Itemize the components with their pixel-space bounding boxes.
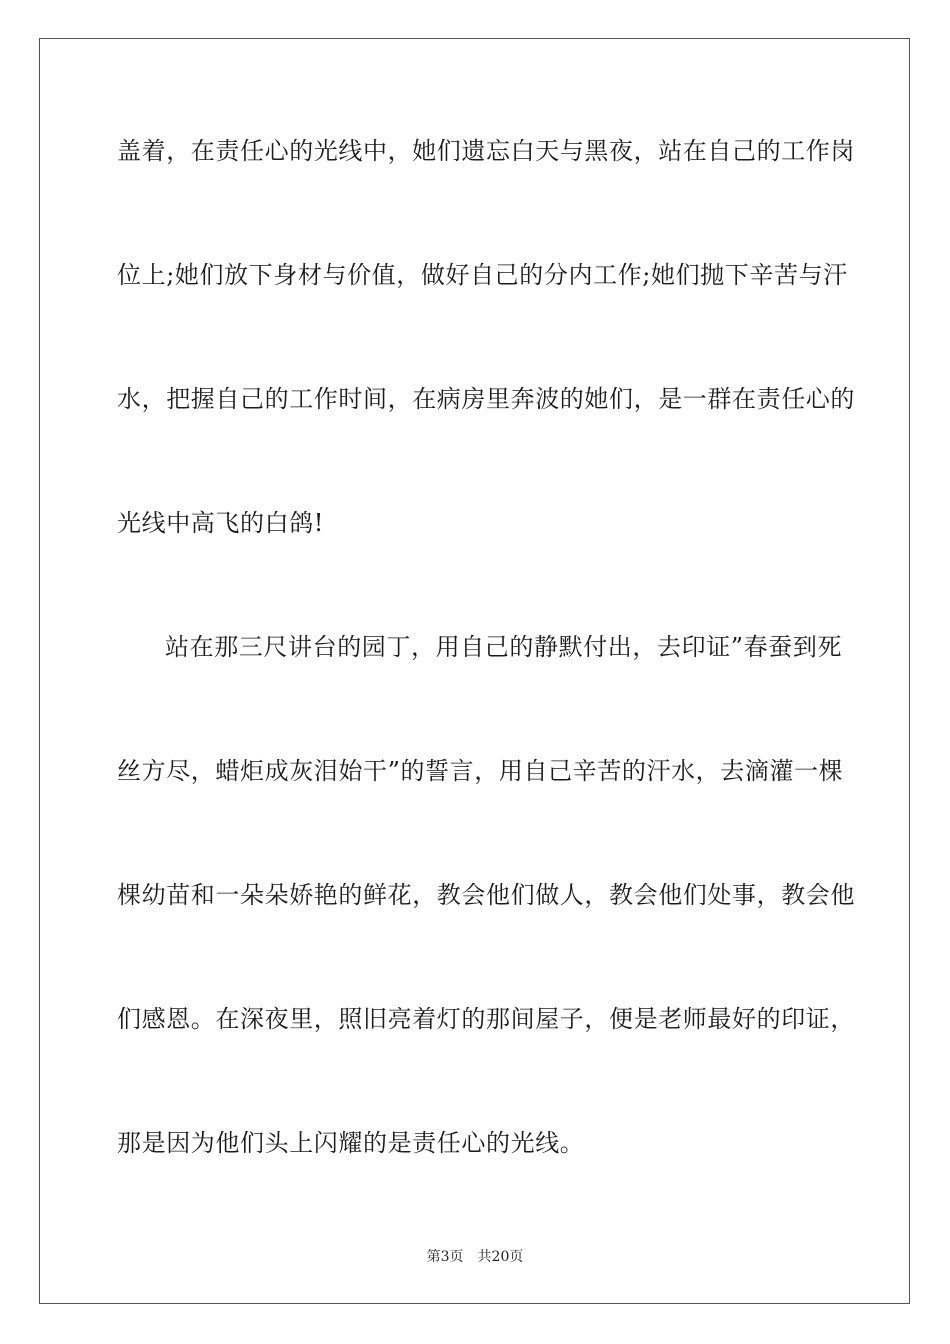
text-line-4: 光线中高飞的白鸽! — [117, 509, 325, 537]
text-line-1: 盖着，在责任心的光线中，她们遗忘白天与黑夜，站在自己的工作岗 — [117, 137, 855, 165]
text-line-5-paragraph-start: 站在那三尺讲台的园丁，用自己的静默付出，去印证”春蚕到死 — [165, 633, 843, 661]
page-number: 第3页 — [426, 1249, 464, 1265]
page-border — [39, 38, 910, 1304]
text-line-8: 们感恩。在深夜里，照旧亮着灯的那间屋子，便是老师最好的印证， — [117, 1005, 855, 1033]
text-line-3: 水，把握自己的工作时间，在病房里奔波的她们，是一群在责任心的 — [117, 385, 855, 413]
page-total: 共20页 — [477, 1249, 524, 1265]
text-line-7: 棵幼苗和一朵朵娇艳的鲜花，教会他们做人，教会他们处事，教会他 — [117, 881, 855, 909]
text-line-6: 丝方尽，蜡炬成灰泪始干”的誓言，用自己辛苦的汗水，去滴灌一棵 — [117, 757, 844, 785]
page-footer — [0, 1248, 950, 1266]
text-line-2: 位上;她们放下身材与价值，做好自己的分内工作;她们抛下辛苦与汗 — [117, 261, 848, 289]
text-line-9: 那是因为他们头上闪耀的是责任心的光线。 — [117, 1129, 585, 1157]
